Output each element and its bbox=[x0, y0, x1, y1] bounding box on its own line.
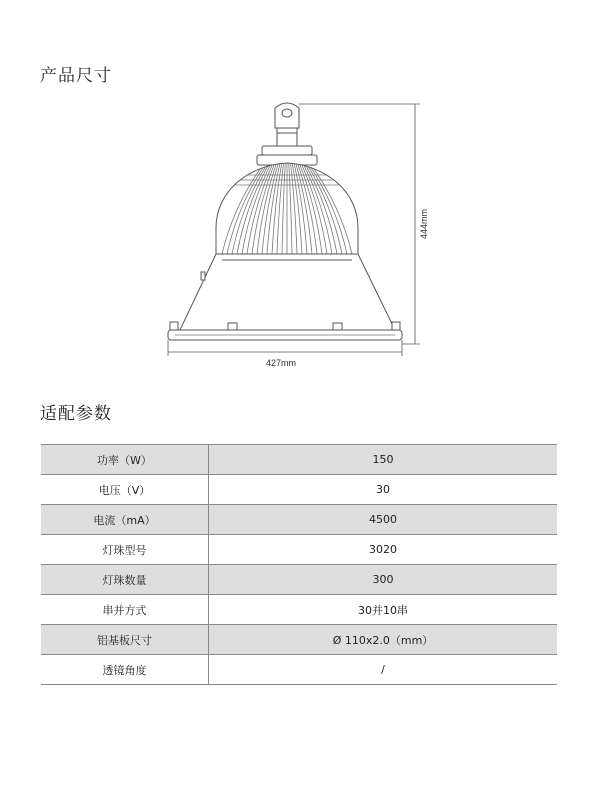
height-dimension-label: 444mm bbox=[419, 208, 429, 240]
product-dimensions-title: 产品尺寸 bbox=[40, 66, 112, 86]
spec-key: 电压（V） bbox=[41, 475, 209, 505]
spec-key: 电流（mA） bbox=[41, 505, 209, 535]
spec-key: 铝基板尺寸 bbox=[41, 625, 209, 655]
spec-row bbox=[41, 565, 557, 595]
hanging-ring bbox=[275, 103, 299, 128]
spec-value: / bbox=[209, 655, 558, 685]
spec-value: 150 bbox=[209, 445, 558, 475]
spec-row bbox=[41, 625, 557, 655]
heatsink-dome bbox=[216, 163, 358, 254]
spec-value: 4500 bbox=[209, 505, 558, 535]
spec-value: 3020 bbox=[209, 535, 558, 565]
spec-key: 灯珠数量 bbox=[41, 565, 209, 595]
spec-key: 灯珠型号 bbox=[41, 535, 209, 565]
specs-title: 适配参数 bbox=[40, 404, 112, 424]
spec-row bbox=[41, 655, 557, 685]
spec-row bbox=[41, 535, 557, 565]
spec-row bbox=[41, 445, 557, 475]
spec-row bbox=[41, 505, 557, 535]
spec-key: 透镜角度 bbox=[41, 655, 209, 685]
spec-table bbox=[41, 444, 557, 685]
reflector-cone bbox=[180, 254, 395, 330]
spec-value: Ø 110x2.0（mm） bbox=[209, 625, 558, 655]
spec-row bbox=[41, 475, 557, 505]
spec-key: 功率（W） bbox=[41, 445, 209, 475]
spec-key: 串并方式 bbox=[41, 595, 209, 625]
spec-row bbox=[41, 595, 557, 625]
spec-value: 300 bbox=[209, 565, 558, 595]
spec-value: 30 bbox=[209, 475, 558, 505]
width-dimension-label: 427mm bbox=[265, 358, 297, 368]
spec-value: 30并10串 bbox=[209, 595, 558, 625]
lamp-neck bbox=[257, 128, 317, 165]
width-dimension bbox=[168, 340, 402, 356]
